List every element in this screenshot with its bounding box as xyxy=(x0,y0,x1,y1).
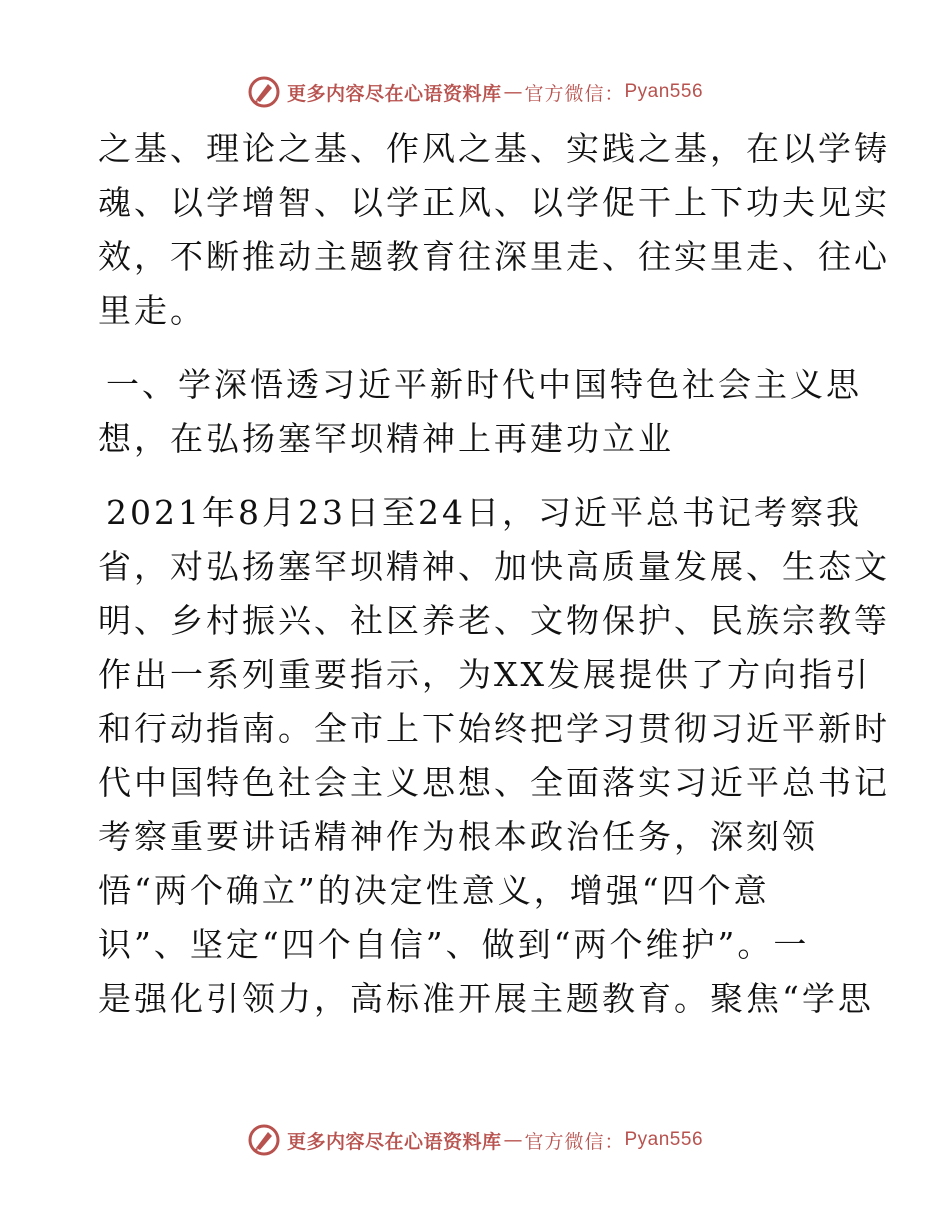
pen-logo-icon xyxy=(247,75,281,109)
text-line: 魂、以学增智、以学正风、以学促干上下功夫见实 xyxy=(98,183,890,222)
watermark-wechat-label: 官方微信： xyxy=(524,82,625,105)
document-body xyxy=(98,122,890,1026)
text-line: 作出一系列重要指示，为XX发展提供了方向指引 xyxy=(98,655,871,694)
text-line: 效，不断推动主题教育往深里走、往实里走、往心 xyxy=(98,237,890,276)
watermark-header xyxy=(0,72,950,112)
watermark-wechat-id: Pyan556 xyxy=(624,1129,704,1150)
text-line: 2021年8月23日至24日，习近平总书记考察我 xyxy=(106,493,862,532)
watermark-dash: — xyxy=(503,81,523,103)
text-line: 代中国特色社会主义思想、全面落实习近平总书记 xyxy=(98,763,890,802)
text-line: 明、乡村振兴、社区养老、文物保护、民族宗教等 xyxy=(98,601,890,640)
watermark-footer xyxy=(0,1120,950,1160)
text-line: 是强化引领力，高标准开展主题教育。聚焦“学思 xyxy=(98,979,874,1018)
text-line: 悟“两个确立”的决定性意义，增强“四个意 xyxy=(98,871,770,910)
paragraph-intro xyxy=(98,122,890,338)
watermark-main-text: 更多内容尽在心语资料库 xyxy=(286,1130,502,1153)
pen-logo-icon xyxy=(247,1123,281,1157)
text-line: 和行动指南。全市上下始终把学习贯彻习近平新时 xyxy=(98,709,890,748)
text-line: 识”、坚定“四个自信”、做到“两个维护”。一 xyxy=(98,925,810,964)
text-line: 之基、理论之基、作风之基、实践之基，在以学铸 xyxy=(98,129,890,168)
watermark-main-text: 更多内容尽在心语资料库 xyxy=(286,82,502,105)
paragraph-main xyxy=(98,486,890,1026)
watermark-wechat-label: 官方微信： xyxy=(524,1130,625,1153)
heading-line: 想，在弘扬塞罕坝精神上再建功立业 xyxy=(98,419,674,458)
section-heading xyxy=(98,358,862,466)
watermark-wechat-id: Pyan556 xyxy=(624,81,704,102)
text-line: 考察重要讲话精神作为根本政治任务，深刻领 xyxy=(98,817,818,856)
heading-line: 一、学深悟透习近平新时代中国特色社会主义思 xyxy=(106,365,862,404)
text-line: 省，对弘扬塞罕坝精神、加快高质量发展、生态文 xyxy=(98,547,890,586)
watermark-dash: — xyxy=(503,1129,523,1151)
text-line: 里走。 xyxy=(98,291,206,330)
